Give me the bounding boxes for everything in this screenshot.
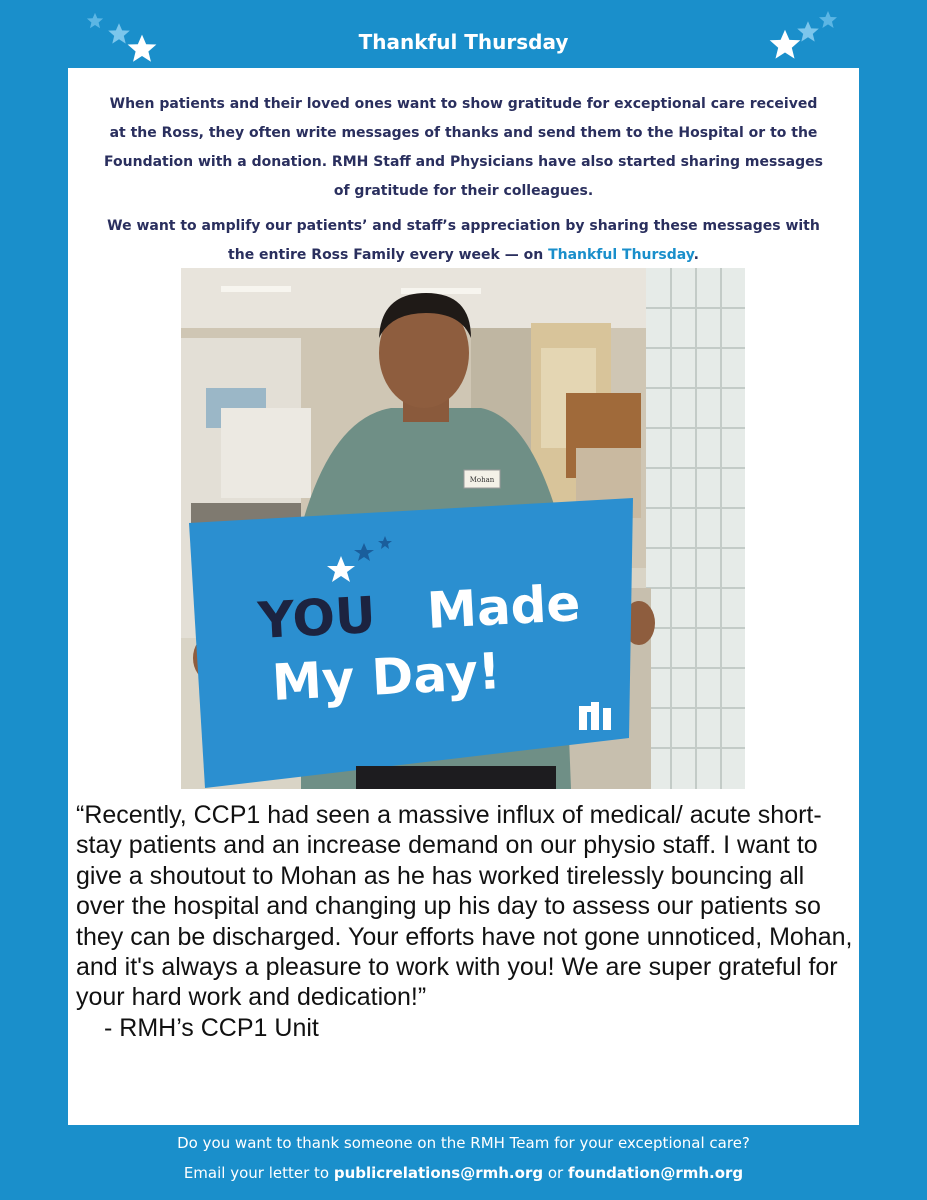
footer-line-2	[0, 1158, 927, 1188]
testimonial-quote	[76, 800, 856, 1043]
sign-you-text: YOU	[256, 585, 377, 650]
footer-line-2-or: or	[543, 1164, 568, 1182]
name-tag: Mohan	[469, 476, 495, 484]
intro-paragraph-1: When patients and their loved ones want to show gratitude for exceptional care received at the Ross, they often write messages of thanks and send them to the Hospital or to the Foundation with a donation. RMH Staff and Physicians have also started sharing messages of gratitude for their colleagues.	[104, 96, 823, 199]
star-icon	[818, 10, 838, 30]
staff-photo	[181, 268, 745, 789]
intro-paragraph-2	[100, 212, 827, 270]
intro-paragraph-2-end: .	[693, 247, 699, 263]
star-icon	[86, 12, 104, 30]
email-link-foundation[interactable]: foundation@rmh.org	[567, 1164, 744, 1182]
you-made-my-day-sign	[189, 498, 633, 788]
footer	[0, 1128, 927, 1188]
sign-made-text: Made	[425, 574, 582, 640]
quote-text: “Recently, CCP1 had seen a massive influx of medical/ acute short-stay patients and an increase demand on our physio staff. I want to give a shoutout to Mohan as he has worked tirelessly bouncing all over the hospital and changing up his day to assess our patients so they can be discharged. Your efforts have not gone unnoticed, Mohan, and it's always a pleasure to work with you! We are super grateful for your hard work and dedication!”	[76, 801, 853, 1012]
quote-author: - RMH’s CCP1 Unit	[104, 1013, 319, 1042]
email-link-publicrelations[interactable]: publicrelations@rmh.org	[333, 1164, 544, 1182]
thankful-thursday-highlight: Thankful Thursday	[548, 247, 694, 263]
photo-illustration	[181, 268, 745, 789]
sign-my-day-text: My Day!	[270, 642, 503, 712]
page-title: Thankful Thursday	[358, 30, 569, 54]
footer-line-2-prefix: Email your letter to	[183, 1164, 334, 1182]
intro-text	[100, 90, 827, 270]
footer-line-1: Do you want to thank someone on the RMH Team for your exceptional care?	[177, 1134, 750, 1152]
intro-paragraph-2-text: We want to amplify our patients’ and staff’s appreciation by sharing these messages with the entire Ross Family every week — on	[107, 218, 820, 263]
